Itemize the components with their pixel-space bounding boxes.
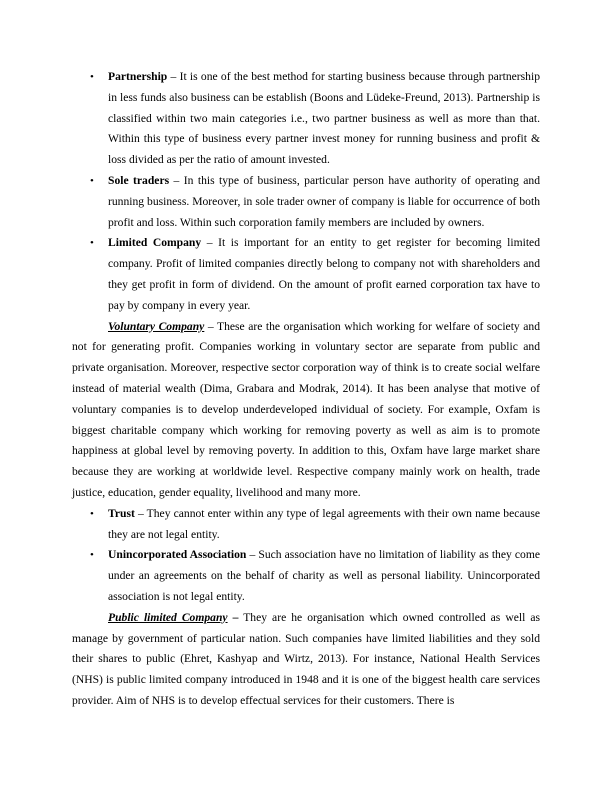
bullet-icon: • bbox=[90, 507, 94, 520]
list-item-trust bbox=[72, 504, 540, 546]
voluntary-company-paragraph bbox=[72, 317, 540, 504]
term-description: – Such association have no limitation of liability as they come under an agreements on the behalf of charity as well as personal liability. Unincorporated association is not legal entity. bbox=[108, 548, 540, 603]
term-label: Trust bbox=[108, 506, 135, 520]
term-label: Partnership bbox=[108, 70, 168, 83]
paragraph-text: – These are the organisation which working for welfare of society and not for generating profit. Companies working in voluntary sector are separate from public and private organisation. Moreover, respective sector corporation way of think is to create social welfare instead of material wealth (Dima, Grabara and Modrak, 2014). It has been analyse that motive of voluntary companies is to develop underdeveloped individual of society. For example, Oxfam is biggest charitable company which working for removing poverty as well as aim is to promote happiness at global level by removing poverty. In addition to this, Oxfam have large market share because they are working at worldwide level. Respective company mainly work on health, trade justice, education, gender equality, livelihood and many more. bbox=[72, 319, 540, 499]
bullet-icon: • bbox=[90, 237, 94, 250]
term-label: Sole traders bbox=[108, 173, 170, 187]
voluntary-types-list bbox=[72, 504, 540, 608]
list-item-unincorporated-association bbox=[72, 545, 540, 607]
term-description: – In this type of business, particular person have authority of operating and running business. Moreover, in sole trader owner of company is liable for occurrence of both profit and loss. Within such corporation family members are included by owners. bbox=[108, 173, 540, 229]
list-item-limited-company bbox=[72, 233, 540, 316]
bullet-icon: • bbox=[90, 71, 94, 83]
list-item-sole-traders bbox=[72, 171, 540, 233]
section-heading: Voluntary Company bbox=[108, 319, 205, 333]
term-label: Unincorporated Association bbox=[108, 548, 247, 562]
public-limited-company-paragraph bbox=[72, 608, 540, 712]
term-label: Limited Company bbox=[108, 236, 202, 250]
bullet-icon: • bbox=[90, 549, 94, 562]
paragraph-text: They are he organisation which owned controlled as well as manage by government of particular nation. Such companies have limited liabilities and they sold their shares to public (Ehret, Kashyap and Wirtz, 2013). For instance, National Health Services (NHS) is public limited company introduced in 1948 and it is one of the biggest health care services provider. Aim of NHS is to develop effectual services for their customers. There is bbox=[72, 610, 540, 707]
business-types-list bbox=[72, 67, 540, 317]
term-description: – It is one of the best method for starting business because through partnership in less funds also business can be establish (Boons and Lüdeke-Freund, 2013). Partnership is classified within two main categories i.e., two partner business as well as more than that. Within this type of business every partner invest money for running business and profit & loss divided as per the ratio of amount invested. bbox=[108, 70, 540, 167]
term-description: – They cannot enter within any type of legal agreements with their own name because they are not legal entity. bbox=[108, 506, 540, 541]
term-description: – It is important for an entity to get register for becoming limited company. Profit of limited companies directly belong to company not with shareholders and they get profit in form of dividend. On the amount of profit earned corporation tax have to pay by company in every year. bbox=[108, 236, 540, 312]
bullet-icon: • bbox=[90, 174, 94, 187]
section-heading: Public limited Company bbox=[108, 610, 228, 624]
heading-dash: – bbox=[227, 610, 239, 624]
list-item-partnership bbox=[72, 67, 540, 171]
